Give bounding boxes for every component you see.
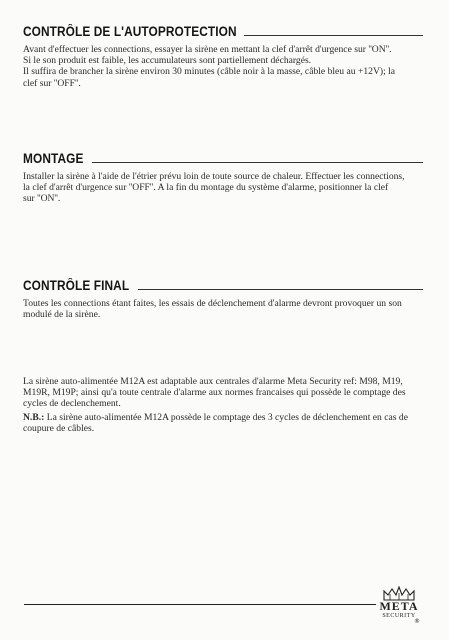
text-line: Il suffira de brancher la sirène environ 30 minutes (câble noir à la masse, câble bleu au +12V); la <box>23 66 396 78</box>
text-line: modulé de la sirène. <box>23 309 101 321</box>
compatibility-note <box>23 371 423 434</box>
heading-row <box>23 275 423 293</box>
text-line: coupure de câbles. <box>23 422 95 434</box>
section-heading: CONTRÔLE FINAL <box>23 278 130 293</box>
text-line: Toutes les connections étant faites, les essais de déclenchement d'alarme devront provoquer un son <box>23 298 402 309</box>
compat-paragraph <box>23 376 423 410</box>
registered-mark: ® <box>414 618 420 625</box>
text-line: sur ''ON''. <box>23 193 61 205</box>
footer-rule <box>24 604 376 605</box>
text-line: La sirène auto-alimentée M12A est adaptable aux centrales d'alarme Meta Security ref: M98, M19, <box>23 376 403 387</box>
nb-text: La sirène auto-alimentée M12A possède le comptage des 3 cycles de déclenchement en cas de <box>46 411 408 423</box>
logo-subtitle: SECURITY <box>382 613 416 619</box>
nb-paragraph <box>23 412 423 434</box>
section-paragraph <box>23 171 423 205</box>
meta-security-logo <box>376 586 422 626</box>
heading-rule <box>138 289 423 290</box>
section-montage <box>23 148 423 205</box>
text-line: clef sur ''OFF''. <box>23 77 81 89</box>
section-heading: MONTAGE <box>23 151 84 166</box>
logo-name: META <box>379 599 419 613</box>
text-line: Avant d'effectuer les connections, essayer la sirène en mettant la clef d'arrêt d'urgence sur ''ON''. <box>23 44 392 55</box>
text-line: M19R, M19P; ainsi qu'a toute centrale d'alarme aux normes francaises qui possède le comptage des <box>23 387 406 399</box>
heading-row <box>23 148 423 166</box>
heading-rule <box>92 162 423 163</box>
text-line: Installer la sirène à l'aide de l'étrier prévu loin de toute source de chaleur. Effectuer les connections, <box>23 171 405 182</box>
nb-label: N.B.: <box>23 411 45 423</box>
text-line <box>23 412 423 423</box>
section-controle-final <box>23 275 423 320</box>
text-line: cycles de declenchement. <box>23 398 121 410</box>
section-autoprotection <box>23 21 423 89</box>
text-line: Si le son produit est faible, les accumulateurs sont partiellement déchargés. <box>23 55 312 67</box>
heading-row <box>23 21 423 39</box>
text-line: la clef d'arrêt d'urgence sur ''OFF''. A la fin du montage du système d'alarme, positionner la clef <box>23 182 389 194</box>
heading-rule <box>244 35 423 36</box>
section-heading: CONTRÔLE DE L'AUTOPROTECTION <box>23 24 237 39</box>
section-paragraph <box>23 44 423 89</box>
section-paragraph <box>23 298 423 320</box>
